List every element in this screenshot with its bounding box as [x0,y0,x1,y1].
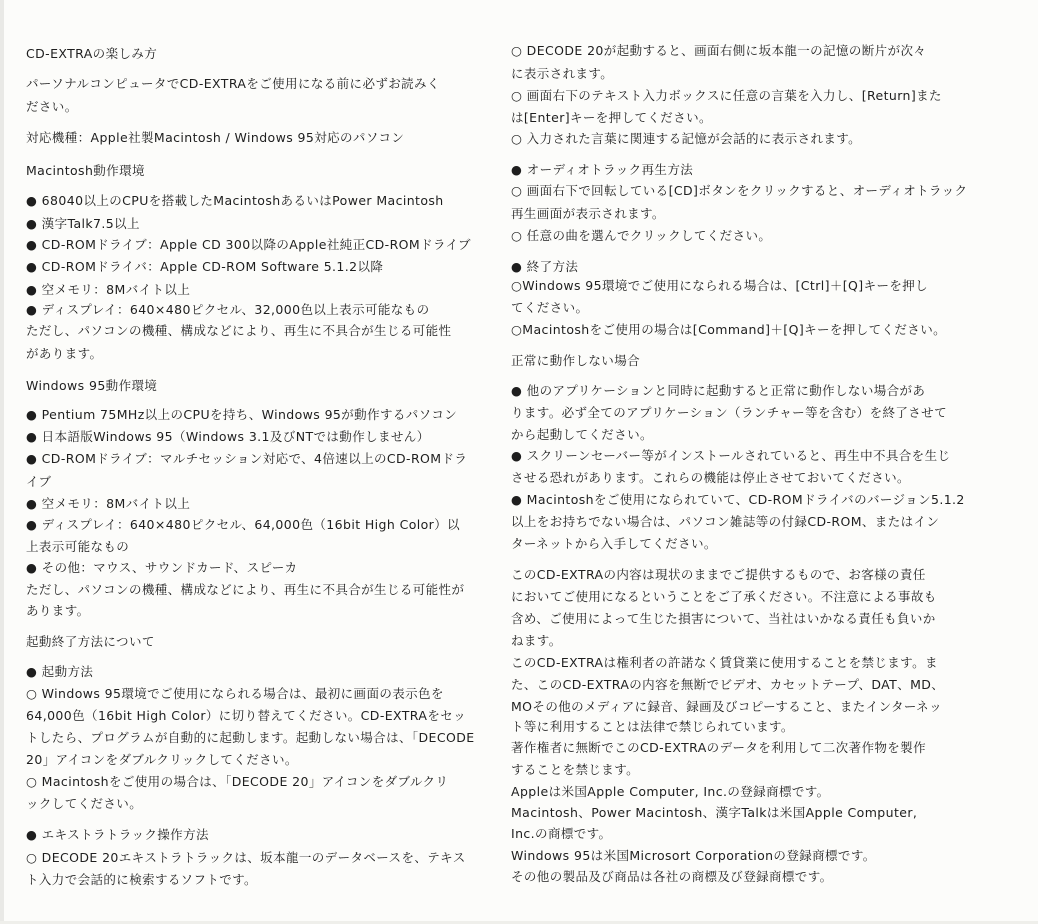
text-line: 再生画面が表示されます。 [511,206,665,221]
text-line: ト入力で会話的に検索するソフトです。 [26,872,257,887]
text-line: ○Macintoshをご使用の場合は[Command]＋[Q]キーを押してください。 [511,322,946,337]
text-line: 20」アイコンをダブルクリックしてください。 [26,752,298,767]
text-line: あります。 [26,603,90,618]
list-item: ● Pentium 75MHz以上のCPUを持ち、Windows 95が動作するパソコン [26,407,458,422]
text-line: ターネットから入手してください。 [511,536,717,551]
trademark-line: Inc.の商標です。 [511,826,612,841]
heading-macintosh-env: Macintosh動作環境 [26,163,145,178]
subheading-extra-track: ● エキストラトラック操作方法 [26,827,209,842]
list-item: ● CD-ROMドライブ：マルチセッション対応で、4倍速以上のCD-ROMドラ [26,451,468,466]
text-line: ださい。 [26,99,78,114]
text-line: ○ DECODE 20エキストラトラックは、坂本龍一のデータベースを、テキス [26,850,466,865]
text-line: ○Windows 95環境でご使用になられる場合は、[Ctrl]＋[Q]キーを押し [511,278,929,293]
section-title-cd-extra: CD-EXTRAの楽しみ方 [26,46,158,61]
list-item: ● その他：マウス、サウンドカード、スピーカ [26,560,298,575]
text-line-rental-notice: このCD-EXTRAは権利者の許諾なく賃貸業に使用することを禁じます。ま [511,655,938,670]
list-item: ● Macintoshをご使用になられていて、CD-ROMドライバのバージョン5.1.2 [511,492,965,507]
text-line: MOその他のメディアに録音、録画及びコピーすること、またインターネッ [511,699,942,714]
list-item: ● 他のアプリケーションと同時に起動すると正常に動作しない場合があ [511,383,926,398]
heading-troubleshooting: 正常に動作しない場合 [511,353,641,368]
page-edge-shadow [0,0,4,924]
list-item: ● 日本語版Windows 95（Windows 3.1及びNTでは動作しません） [26,429,430,444]
text-line: た、このCD-EXTRAの内容を無断でビデオ、カセットテープ、DAT、MD、 [511,677,945,692]
text-line: に表示されます。 [511,66,614,81]
text-line: ○ 画面右下で回転している[CD]ボタンをクリックすると、オーディオトラック [511,183,968,198]
text-line: においてご使用になるということをご了承ください。不注意による事故も [511,589,937,604]
text-line: トしたら、プログラムが自動的に起動します。起動しない場合は、「DECODE [26,730,475,745]
list-item: ● CD-ROMドライバ：Apple CD-ROM Software 5.1.2以降 [26,259,384,274]
heading-windows-env: Windows 95動作環境 [26,378,158,393]
subheading-start: ● 起動方法 [26,664,94,679]
text-line: があります。 [26,346,103,361]
list-item: ● 空メモリ：8Mバイト以上 [26,282,191,297]
text-line: から起動してください。 [511,427,653,442]
text-line: ックしてください。 [26,796,143,811]
list-item: ● CD-ROMドライブ：Apple CD 300以降のApple社純正CD-ROMドライブ [26,237,471,252]
text-line: ト等に利用することは法律で禁じられています。 [511,719,794,734]
text-line: させる恐れがあります。これらの機能は停止させておいてください。 [511,470,910,485]
text-line: パーソナルコンピュータでCD-EXTRAをご使用になる前に必ずお読みく [26,76,440,91]
heading-start-exit: 起動終了方法について [26,634,155,649]
text-line-supported-models: 対応機種：Apple社製Macintosh / Windows 95対応のパソコン [26,130,405,145]
text-line: 64,000色（16bit High Color）に切り替えてください。CD-EXTRAをセッ [26,708,467,723]
list-item: ● 漢字Talk7.5以上 [26,216,140,231]
trademark-line: Appleは米国Apple Computer, Inc.の登録商標です。 [511,784,830,799]
list-item: ● 空メモリ：8Mバイト以上 [26,496,191,511]
text-line: ります。必ず全てのアプリケーション（ランチャー等を含む）を終了させて [511,405,947,420]
list-item: ● ディスプレイ：640×480ピクセル、32,000色以上表示可能なもの [26,302,430,317]
text-line: 以上をお持ちでない場合は、パソコン雑誌等の付録CD-ROM、またはイン [511,514,940,529]
left-column [26,0,496,924]
text-line: イブ [26,474,52,489]
list-item: ● 68040以上のCPUを搭載したMacintoshあるいはPower Macintosh [26,193,444,208]
list-item: ● スクリーンセーバー等がインストールされていると、再生中不具合を生じ [511,448,951,463]
text-line: ○ 入力された言葉に関連する記憶が会話的に表示されます。 [511,131,862,146]
text-line: ただし、パソコンの機種、構成などにより、再生に不具合が生じる可能性が [26,582,465,597]
text-line: ○ 任意の曲を選んでクリックしてください。 [511,228,772,243]
trademark-line: Macintosh、Power Macintosh、漢字Talkは米国Apple Computer, [511,805,918,820]
text-line: ○ 画面右下のテキスト入力ボックスに任意の言葉を入力し、[Return]また [511,88,942,103]
text-line-copyright: 著作権者に無断でこのCD-EXTRAのデータを利用して二次著作物を製作 [511,740,926,755]
text-line: ただし、パソコンの機種、構成などにより、再生に不具合が生じる可能性 [26,323,452,338]
text-line: ○ Macintoshをご使用の場合は、「DECODE 20」アイコンをダブルクリ [26,774,449,789]
text-line: ねます。 [511,633,562,648]
list-item: ● ディスプレイ：640×480ピクセル、64,000色（16bit High Color）以 [26,517,461,532]
text-line: てください。 [511,300,589,315]
right-column [511,0,981,924]
text-line: ○ DECODE 20が起動すると、画面右側に坂本龍一の記憶の断片が次々 [511,43,927,58]
subheading-exit: ● 終了方法 [511,259,579,274]
text-line: することを禁じます。 [511,762,640,777]
text-line: は[Enter]キーを押してください。 [511,110,712,125]
text-line-disclaimer: このCD-EXTRAの内容は現状のままでご提供するもので、お客様の責任 [511,567,926,582]
trademark-line: Windows 95は米国Microsort Corporationの登録商標です。 [511,848,876,863]
text-line: 含め、ご使用によって生じた損害について、当社はいかなる責任も負いか [511,611,936,626]
trademark-line: その他の製品及び商品は各社の商標及び登録商標です。 [511,869,833,884]
text-line: ○ Windows 95環境でご使用になられる場合は、最初に画面の表示色を [26,686,444,701]
subheading-audio-track: ● オーディオトラック再生方法 [511,162,694,177]
text-line: 上表示可能なもの [26,539,130,554]
